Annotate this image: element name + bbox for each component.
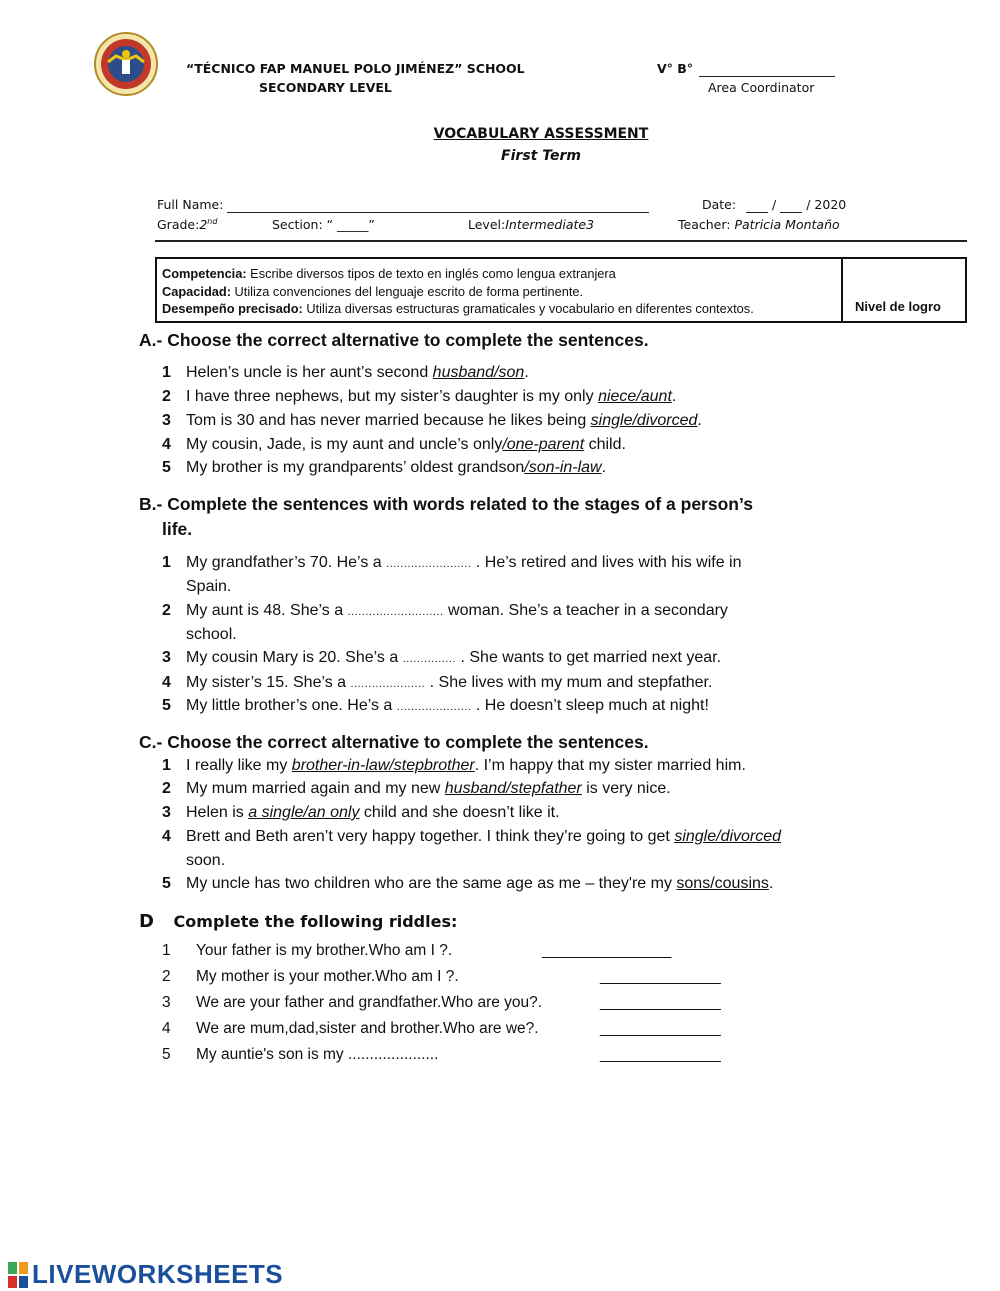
vb-signature-line[interactable] — [699, 61, 835, 77]
answer-option[interactable]: single/divorced — [674, 828, 782, 845]
section-b-item — [162, 674, 862, 696]
answer-option[interactable]: a single/an only — [248, 804, 360, 821]
section-b-title-line2: life. — [162, 519, 193, 539]
riddle-answer-field[interactable]: ______________ — [600, 1020, 721, 1037]
competency-box — [155, 257, 967, 323]
answer-option[interactable]: /one-parent — [502, 436, 585, 453]
liveworksheets-brand: LIVEWORKSHEETS — [32, 1259, 284, 1289]
item-number: 1 — [162, 554, 171, 571]
riddle-answer-field[interactable]: _______________ — [542, 942, 672, 959]
item-sentence: My cousin, Jade, is my aunt and uncle’s only — [186, 436, 503, 453]
item-text — [186, 697, 709, 715]
riddle-text: My auntie's son is my ..................... — [196, 1046, 439, 1063]
section-d-item — [162, 942, 762, 964]
riddle-text: We are your father and grandfather.Who are you?. — [196, 994, 543, 1011]
answer-option[interactable]: niece/aunt — [598, 388, 672, 405]
item-sentence-end: . He doesn’t sleep much at night! — [471, 697, 709, 714]
item-sentence-end: . He’s retired and lives with his wife in — [471, 554, 742, 571]
section-b-item — [162, 602, 862, 624]
item-number: 4 — [162, 436, 171, 453]
item-sentence: My brother is my grandparents’ oldest grandson — [186, 459, 525, 476]
header-divider — [155, 240, 967, 242]
item-text — [186, 649, 721, 667]
item-sentence: My little brother’s one. He’s a — [186, 697, 397, 714]
item-sentence-end: . — [524, 364, 529, 381]
item-text — [186, 364, 529, 382]
answer-option[interactable]: husband/son — [432, 364, 525, 381]
section-b-title: B.- Complete the sentences with words related to the stages of a person’s — [139, 494, 753, 514]
liveworksheets-icon — [8, 1262, 30, 1288]
item-number: 4 — [162, 1020, 171, 1037]
item-sentence: My aunt is 48. She’s a — [186, 602, 348, 619]
answer-blank[interactable]: ..................... — [350, 678, 426, 690]
item-number: 3 — [162, 412, 171, 429]
item-number: 3 — [162, 994, 171, 1011]
item-sentence-end: child. — [584, 436, 626, 453]
answer-option[interactable]: husband/stepfather — [444, 780, 582, 797]
section-c-item — [162, 804, 882, 826]
section-d-item — [162, 1020, 762, 1042]
section-field[interactable]: Section: “ _____” — [272, 217, 375, 232]
item-text — [186, 828, 781, 846]
item-number: 1 — [162, 364, 171, 381]
item-sentence-end: child and she doesn’t like it. — [359, 804, 560, 821]
item-number: 5 — [162, 1046, 171, 1063]
answer-option[interactable]: sons/cousins — [676, 875, 769, 892]
item-number: 2 — [162, 780, 171, 797]
area-coordinator: Area Coordinator — [708, 80, 815, 95]
competency-divider — [841, 259, 843, 321]
item-text — [186, 388, 676, 406]
section-c-item — [162, 828, 882, 850]
item-sentence-end: . — [601, 459, 607, 476]
item-number: 5 — [162, 697, 171, 714]
item-sentence-end: . — [671, 388, 677, 405]
answer-option[interactable]: single/divorced — [590, 412, 698, 429]
item-text-line2: school. — [186, 626, 237, 643]
item-text — [186, 674, 712, 692]
item-sentence: I have three nephews, but my sister’s daughter is my only — [186, 388, 599, 405]
date-day-field[interactable] — [746, 197, 768, 213]
item-text-line2: Spain. — [186, 578, 232, 595]
item-sentence: I really like my — [186, 757, 292, 774]
section-a-item — [162, 388, 862, 410]
riddle-answer-field[interactable]: ______________ — [600, 1046, 721, 1063]
item-text — [186, 757, 746, 775]
item-sentence-end: . She lives with my mum and stepfather. — [425, 674, 713, 691]
item-sentence: My cousin Mary is 20. She’s a — [186, 649, 403, 666]
item-text — [186, 602, 728, 620]
nivel-de-logro: Nivel de logro — [855, 299, 941, 314]
grade: Grade:2nd — [157, 217, 218, 233]
assessment-title: VOCABULARY ASSESSMENT — [433, 126, 649, 142]
item-number: 1 — [162, 942, 171, 959]
item-sentence-end: . — [768, 875, 774, 892]
date-row: Date: / / 2020 — [702, 197, 847, 212]
section-b-item — [162, 554, 862, 576]
section-d-item — [162, 994, 762, 1016]
vb-label: V° B° — [657, 61, 835, 77]
answer-blank[interactable]: ........................... — [347, 606, 444, 618]
item-number: 4 — [162, 674, 171, 691]
competency-text: Competencia: Escribe diversos tipos de texto en inglés como lengua extranjera Capacidad: Utiliza convenciones del lenguaje escrito de forma pertinente. Desempeño precisado: Utiliza diversas estructuras gramaticales y vocabulario en diferentes contextos. — [162, 266, 754, 316]
answer-blank[interactable]: ........................ — [386, 558, 472, 570]
answer-blank[interactable]: ..................... — [396, 701, 472, 713]
item-text — [186, 780, 671, 798]
item-sentence: My sister’s 15. She’s a — [186, 674, 351, 691]
answer-option[interactable]: brother-in-law/stepbrother — [291, 757, 475, 774]
item-text-line2: soon. — [186, 852, 226, 869]
section-c-item — [162, 875, 882, 897]
level: Level:Intermediate3 — [468, 217, 595, 232]
item-text — [186, 436, 626, 454]
item-text — [186, 804, 560, 822]
section-a-title: A.- Choose the correct alternative to complete the sentences. — [139, 330, 649, 350]
section-a-item — [162, 436, 862, 458]
item-sentence: Helen is — [186, 804, 249, 821]
item-sentence: My mum married again and my new — [186, 780, 445, 797]
item-sentence-end: . She wants to get married next year. — [456, 649, 722, 666]
item-sentence-end: is very nice. — [581, 780, 671, 797]
section-a-item — [162, 364, 862, 386]
item-text — [186, 459, 606, 477]
item-sentence: Brett and Beth aren’t very happy together. I think they’re going to get — [186, 828, 675, 845]
item-sentence: Helen’s uncle is her aunt’s second — [186, 364, 433, 381]
school-logo — [94, 32, 158, 96]
riddle-text: My mother is your mother.Who am I ?. — [196, 968, 459, 985]
section-a-item — [162, 459, 862, 481]
section-c-item — [162, 780, 882, 802]
item-sentence: My grandfather’s 70. He’s a — [186, 554, 387, 571]
section-c-title: C.- Choose the correct alternative to complete the sentences. — [139, 732, 649, 752]
section-d-item — [162, 1046, 762, 1068]
section-b-item — [162, 649, 862, 671]
riddle-text: We are mum,dad,sister and brother.Who are we?. — [196, 1020, 539, 1037]
item-number: 3 — [162, 649, 171, 666]
item-sentence-end: woman. She’s a teacher in a secondary — [443, 602, 728, 619]
riddle-answer-field[interactable]: ______________ — [600, 968, 721, 985]
item-number: 2 — [162, 602, 171, 619]
item-number: 5 — [162, 875, 171, 892]
section-b-item — [162, 697, 862, 719]
full-name-row: Full Name: — [157, 197, 649, 213]
item-number: 5 — [162, 459, 171, 476]
teacher: Teacher: Patricia Montaño — [678, 217, 840, 232]
answer-option[interactable]: /son-in-law — [524, 459, 602, 476]
date-month-field[interactable] — [780, 197, 802, 213]
section-d-title: D Complete the following riddles: — [139, 911, 458, 932]
item-number: 1 — [162, 757, 171, 774]
riddle-answer-field[interactable]: ______________ — [600, 994, 721, 1011]
school-name: “TÉCNICO FAP MANUEL POLO JIMÉNEZ” SCHOOL — [186, 61, 525, 76]
full-name-field[interactable] — [227, 197, 649, 213]
item-number: 2 — [162, 968, 171, 985]
item-sentence: My uncle has two children who are the same age as me – they're my — [186, 875, 677, 892]
item-number: 2 — [162, 388, 171, 405]
item-text — [186, 412, 702, 430]
item-number: 4 — [162, 828, 171, 845]
item-sentence: Tom is 30 and has never married because he likes being — [186, 412, 591, 429]
item-text — [186, 554, 742, 572]
item-number: 3 — [162, 804, 171, 821]
riddle-text: Your father is my brother.Who am I ?. — [196, 942, 453, 959]
item-text — [186, 875, 773, 893]
section-c-item — [162, 757, 882, 779]
item-sentence-end: . — [697, 412, 702, 429]
answer-blank[interactable]: ............... — [402, 653, 457, 665]
section-d-item — [162, 968, 762, 990]
item-sentence-end: . I’m happy that my sister married him. — [474, 757, 746, 774]
secondary-level: SECONDARY LEVEL — [259, 80, 392, 95]
section-a-item — [162, 412, 862, 434]
term-title: First Term — [501, 148, 581, 164]
